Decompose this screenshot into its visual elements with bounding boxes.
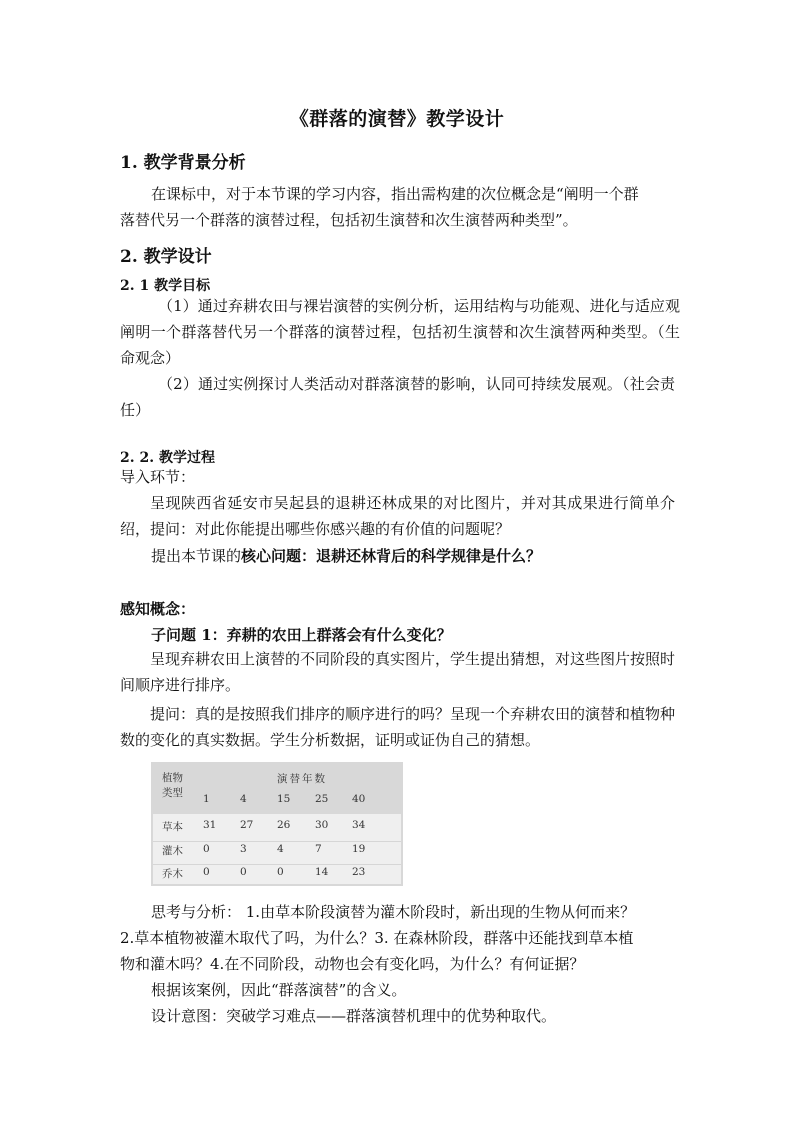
analysis-line-3: 物和灌木吗？4.在不同阶段，动物也会有变化吗，为什么？有何证据？ bbox=[120, 955, 585, 973]
document-title: 《群落的演替》教学设计 bbox=[289, 108, 505, 130]
table-cell: 31 bbox=[203, 819, 217, 831]
table-row-label: 草本 bbox=[162, 821, 183, 833]
section-1-paragraph-line-1: 在课标中，对于本节课的学习内容，指出需构建的次位概念是“阐明一个群 bbox=[151, 185, 639, 203]
table-cell: 27 bbox=[240, 819, 254, 831]
intro-paragraph: 呈现陕西省延安市吴起县的退耕还林成果的对比图片，并对其成果进行简单介绍，提问：对此你能提出哪些你感兴趣的有价值的问题呢？ bbox=[120, 494, 675, 538]
table-row-divider bbox=[153, 864, 401, 865]
table-cell: 0 bbox=[240, 866, 247, 878]
table-year-header: 25 bbox=[315, 793, 329, 805]
table-cell: 7 bbox=[315, 843, 322, 855]
table-row-label: 灌木 bbox=[162, 845, 183, 857]
section-2-heading: 2. 教学设计 bbox=[120, 247, 212, 267]
table-cell: 26 bbox=[277, 819, 291, 831]
core-question-line bbox=[151, 545, 541, 566]
table-row-label: 乔木 bbox=[162, 868, 183, 880]
table-year-header: 1 bbox=[203, 793, 210, 805]
table-cell: 4 bbox=[277, 843, 284, 855]
table-cell: 0 bbox=[203, 843, 210, 855]
stage-paragraph: 呈现弃耕农田上演替的不同阶段的真实图片，学生提出猜想，对这些图片按照时间顺序进行排序。 bbox=[120, 650, 676, 694]
analysis-line-1: 思考与分析： 1.由草本阶段演替为灌木阶段时，新出现的生物从何而来？ bbox=[151, 903, 636, 921]
conclusion-line: 根据该案例，因此“群落演替”的含义。 bbox=[151, 981, 407, 999]
subsection-2-2-heading: 2. 2. 教学过程 bbox=[120, 450, 215, 466]
table-cell: 0 bbox=[203, 866, 210, 878]
sub-question-1: 子问题 1：弃耕的农田上群落会有什么变化？ bbox=[151, 626, 452, 644]
table-row-header-line-2: 类型 bbox=[162, 787, 183, 799]
subsection-2-1-heading: 2. 1 教学目标 bbox=[120, 278, 211, 294]
table-cell: 3 bbox=[240, 843, 247, 855]
goal-1-paragraph: （1）通过弃耕农田与裸岩演替的实例分析，运用结构与功能观、进化与适应观阐明一个群落替代另一个群落的演替过程，包括初生演替和次生演替两种类型。（生命观念） bbox=[120, 297, 680, 367]
table-cell: 19 bbox=[352, 843, 366, 855]
table-year-header: 15 bbox=[277, 793, 291, 805]
table-row-header-line-1: 植物 bbox=[162, 772, 183, 784]
table-cell: 14 bbox=[315, 866, 329, 878]
question-paragraph: 提问：真的是按照我们排序的顺序进行的吗？呈现一个弃耕农田的演替和植物种数的变化的真实数据。学生分析数据，证明或证伪自己的猜想。 bbox=[120, 705, 676, 749]
core-question-prefix: 提出本节课的 bbox=[151, 547, 242, 565]
table-row-divider bbox=[153, 841, 401, 842]
intro-label: 导入环节： bbox=[120, 468, 196, 486]
design-intent-line: 设计意图：突破学习难点——群落演替机理中的优势种取代。 bbox=[151, 1007, 557, 1025]
table-cell: 23 bbox=[352, 866, 366, 878]
table-year-header: 4 bbox=[240, 793, 247, 805]
goal-2-paragraph: （2）通过实例探讨人类活动对群落演替的影响，认同可持续发展观。（社会责任） bbox=[120, 375, 675, 419]
table-year-header: 40 bbox=[352, 793, 366, 805]
section-1-paragraph-line-2: 落替代另一个群落的演替过程，包括初生演替和次生演替两种类型”。 bbox=[120, 211, 578, 229]
table-cell: 34 bbox=[352, 819, 366, 831]
succession-data-table bbox=[151, 762, 403, 886]
perceive-concept-label: 感知概念： bbox=[120, 600, 196, 618]
table-cell: 30 bbox=[315, 819, 329, 831]
table-column-group-header: 演替年数 bbox=[277, 773, 327, 785]
section-1-heading: 1. 教学背景分析 bbox=[120, 153, 246, 173]
core-question-text: 核心问题：退耕还林背后的科学规律是什么？ bbox=[241, 547, 542, 565]
table-cell: 0 bbox=[277, 866, 284, 878]
analysis-line-2: 2.草本植物被灌木取代了吗，为什么？3. 在森林阶段，群落中还能找到草本植 bbox=[120, 929, 634, 947]
